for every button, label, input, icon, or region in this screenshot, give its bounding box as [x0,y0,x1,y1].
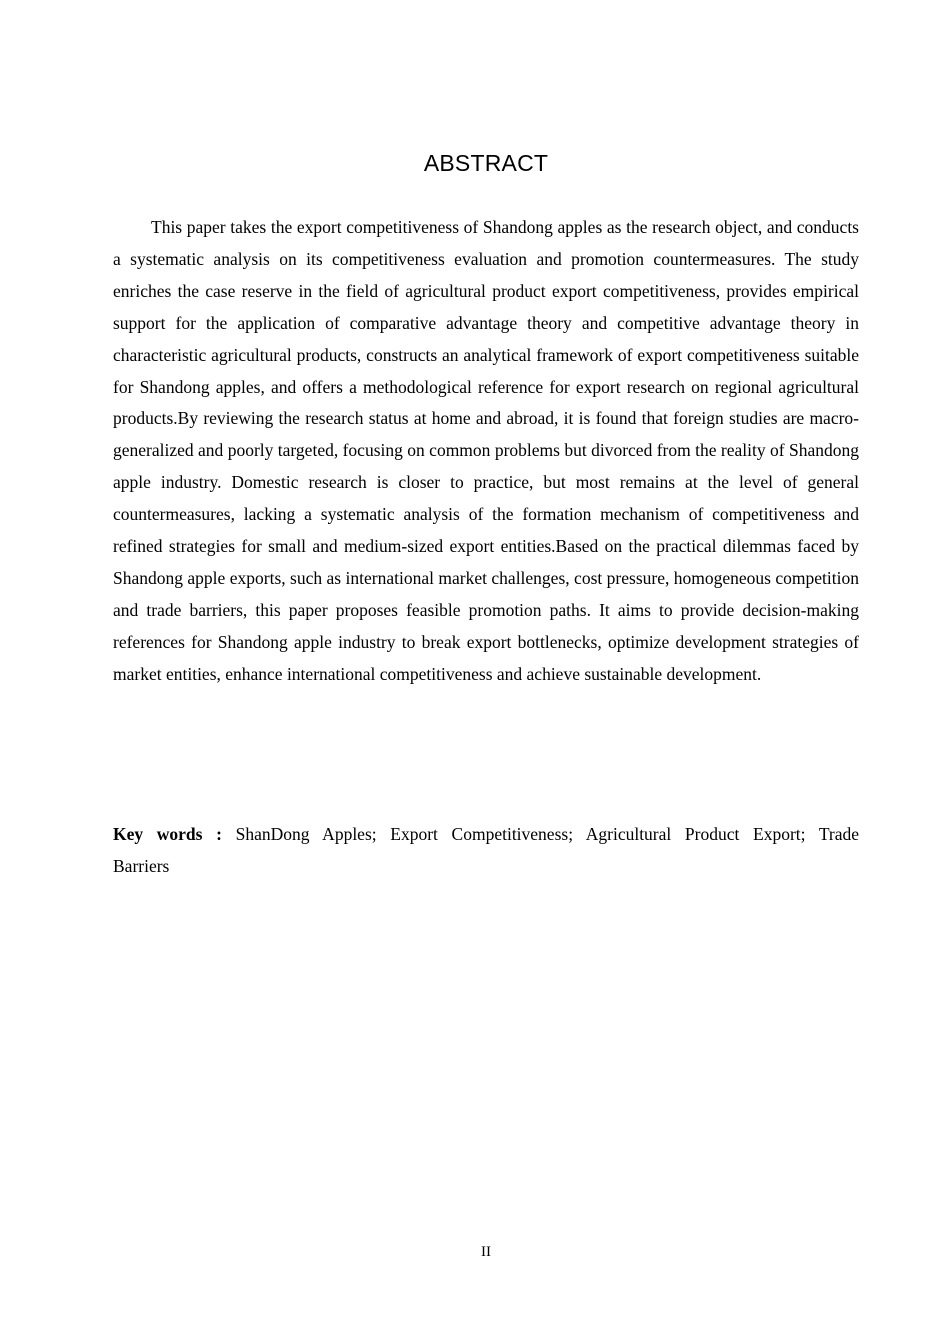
keywords-label: Key words : [113,824,222,844]
page-number: II [481,1244,491,1260]
abstract-body: This paper takes the export competitiveness of Shandong apples as the research object, and conducts a systematic analysis on its competitiveness evaluation and promotion countermeasures. The study enriches the case reserve in the field of agricultural product export competitiveness, provides empirical support for the application of comparative advantage theory and competitive advantage theory in characteristic agricultural products, constructs an analytical framework of export competitiveness suitable for Shandong apples, and offers a methodological reference for export research on regional agricultural products.By reviewing the research status at home and abroad, it is found that foreign studies are macro-generalized and poorly targeted, focusing on common problems but divorced from the reality of Shandong apple industry. Domestic research is closer to practice, but most remains at the level of general countermeasures, lacking a systematic analysis of the formation mechanism of competitiveness and refined strategies for small and medium-sized export entities.Based on the practical dilemmas faced by Shandong apple exports, such as international market challenges, cost pressure, homogeneous competition and trade barriers, this paper proposes feasible promotion paths. It aims to provide decision-making references for Shandong apple industry to break export bottlenecks, optimize development strategies of market entities, enhance international competitiveness and achieve sustainable development. [113,217,859,684]
keywords-list: ShanDong Apples; Export Competitiveness; Agricultural Product Export; Trade Barriers [113,824,860,876]
keywords-line [113,819,859,883]
abstract-heading: ABSTRACT [423,150,549,176]
